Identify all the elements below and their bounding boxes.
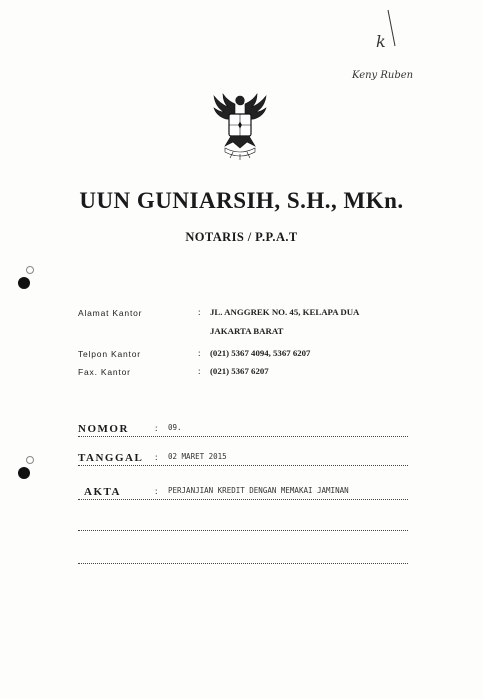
contact-label-fax: Fax. Kantor: [78, 367, 131, 377]
dotted-line: [78, 530, 408, 531]
dotted-line: [78, 563, 408, 564]
field-label-tanggal: TANGGAL: [78, 452, 144, 464]
handwritten-initial: k: [376, 32, 386, 51]
field-value-tanggal: 02 MARET 2015: [168, 452, 227, 461]
contact-value-address-line2: JAKARTA BARAT: [210, 326, 284, 336]
contact-value-fax: (021) 5367 6207: [210, 366, 269, 376]
handwritten-stroke: [385, 8, 405, 48]
punch-hole-ring: [26, 456, 34, 464]
contact-colon: :: [198, 307, 201, 317]
field-colon: :: [155, 486, 158, 496]
notary-name: UUN GUNIARSIH, S.H., MKn.: [79, 188, 404, 213]
contact-label-phone: Telpon Kantor: [78, 349, 141, 359]
dotted-line: [78, 465, 408, 466]
contact-value-phone: (021) 5367 4094, 5367 6207: [210, 348, 311, 358]
field-colon: :: [155, 452, 158, 462]
punch-hole-ring: [26, 266, 34, 274]
punch-hole: [18, 467, 30, 479]
notary-title: NOTARIS / P.P.A.T: [185, 230, 298, 244]
dotted-line: [78, 499, 408, 500]
punch-hole: [18, 277, 30, 289]
garuda-emblem-icon: [207, 90, 273, 162]
field-value-nomor: 09.: [168, 423, 182, 432]
field-label-nomor: NOMOR: [78, 423, 129, 435]
field-value-akta: PERJANJIAN KREDIT DENGAN MEMAKAI JAMINAN: [168, 486, 349, 495]
dotted-line: [78, 436, 408, 437]
field-colon: :: [155, 423, 158, 433]
contact-value-address: JL. ANGGREK NO. 45, KELAPA DUA: [210, 307, 360, 317]
field-label-akta: AKTA: [84, 486, 121, 498]
contact-colon: :: [198, 366, 201, 376]
contact-colon: :: [198, 348, 201, 358]
contact-label-address: Alamat Kantor: [78, 308, 143, 318]
handwritten-name: Keny Ruben: [352, 70, 414, 81]
